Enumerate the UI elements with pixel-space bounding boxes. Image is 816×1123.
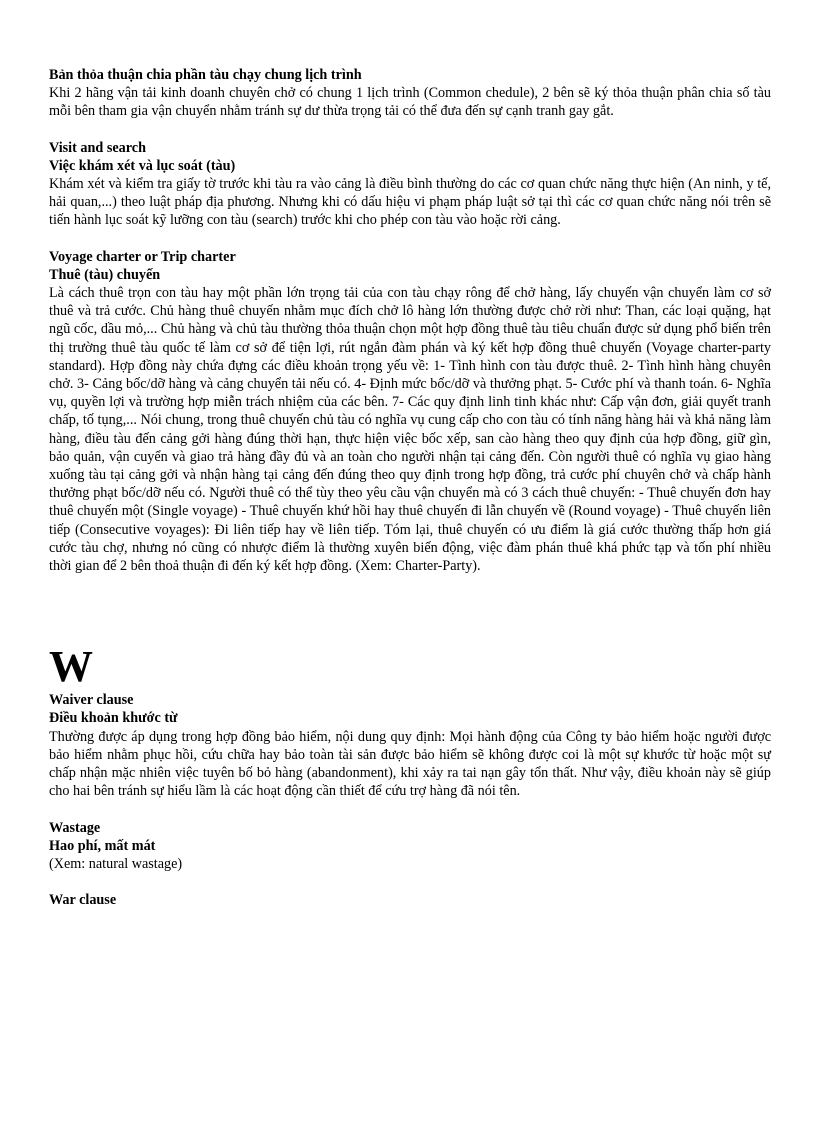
entry-shared-schedule-agreement <box>49 66 771 121</box>
entry-body: (Xem: natural wastage) <box>49 855 183 872</box>
document-page <box>49 66 771 927</box>
entry-war-clause <box>49 891 771 909</box>
entry-term: Wastage <box>49 819 101 836</box>
entry-term: War clause <box>49 892 117 909</box>
entry-term: Visit and search <box>49 139 146 156</box>
entry-body: Là cách thuê trọn con tàu hay một phần lớn trọng tải của con tàu chạy rông để chở hàng, lấy chuyến vận chuyển làm cơ sở thuê và trả cước. Chủ hàng thuê chuyến nhằm mục đích chở lô hàng lớn thường được chở rời như: Than, các loại quặng, hạt ngũ cốc, dầu mỏ,... Chủ hàng và chủ tàu thường thỏa thuận chọn một hợp đồng thuê tàu tiêu chuẩn được sử dụng phổ biến trên thị trường thuê tàu quốc tế làm cơ sở để tiện lợi, rút ngắn đàm phán và ký kết hợp đồng thuê chuyến (Voyage charter-party standard). Hợp đồng này chứa đựng các điều khoản trọng yếu về: 1- Tình hình con tàu được thuê. 2- Tình hình hàng chuyên chở. 3- Cảng bốc/dỡ hàng và cảng chuyển tải nếu có. 4- Định mức bốc/dỡ và thưởng phạt. 5- Cước phí và thanh toán. 6- Nghĩa vụ, quyền lợi và trường hợp miễn trách nhiệm của các bên. 7- Các quy định linh tinh khác như: Cấp vận đơn, giải quyết tranh chấp, tố tụng,... Nói chung, trong thuê chuyến chủ tàu có nghĩa vụ cung cấp cho con tàu có tính năng hàng hải và khả năng làm hàng, điều tàu đến cảng gởi hàng đúng thời hạn, thực hiện việc bốc xếp, san cào hàng theo quy định của hợp đồng, giữ gìn, bảo quản, vận cuyển và giao trả hàng đầy đủ và an toàn cho người nhận tại cảng đến. Còn người thuê có nghĩa vụ giao hàng xuống tàu tại cảng gởi và nhận hàng tại cảng đến đúng theo quy định trong hợp đồng, trả cước phí chuyên chở và chấp hành thưởng phạt bốc/dỡ nếu có. Người thuê có thể tùy theo yêu cầu vận chuyển mà có 3 cách thuê chuyến: - Thuê chuyến đơn hay thuê chuyến một (Single voyage) - Thuê chuyến khứ hồi hay thuê chuyến đi lẫn chuyến về (Round voyage) - Thuê chuyến liên tiếp (Consecutive voyages): Đi liên tiếp hay về liên tiếp. Tóm lại, thuê chuyến có ưu điểm là giá cước thường thấp hơn giá cước tàu chợ, nhưng nó cũng có nhược điểm là thường xuyên biến động, việc đàm phán thuê khá phức tạp và tốn phí nhiều thời gian để 2 bên thoả thuận đi đến ký kết hợp đồng. (Xem: Charter-Party). <box>49 285 771 575</box>
entry-term: Waiver clause <box>49 692 134 709</box>
entry-wastage <box>49 819 771 874</box>
entry-term: Voyage charter or Trip charter <box>49 248 236 265</box>
entry-waiver-clause <box>49 691 771 800</box>
entry-voyage-charter <box>49 248 771 576</box>
entry-body: Khám xét và kiểm tra giấy tờ trước khi tàu ra vào cảng là điều bình thường do các cơ quan chức năng thực hiện (An ninh, y tế, hải quan,...) theo luật pháp địa phương. Nhưng khi có dấu hiệu vi phạm pháp luật sở tại thì các cơ quan chức năng nói trên sẽ tiến hành lục soát kỹ lưỡng con tàu (search) trước khi cho phép con tàu vào hoặc rời cảng. <box>49 176 771 229</box>
entry-body: Thường được áp dụng trong hợp đồng bảo hiểm, nội dung quy định: Mọi hành động của Công ty bảo hiểm hoặc người được bảo hiểm nhằm phục hồi, cứu chữa hay bảo toàn tài sản được bảo hiểm sẽ không được coi là một sự khước từ hoặc một sự chấp nhận mặc nhiên việc tuyên bố bỏ hàng (abandonment), khi xảy ra tai nạn gây tổn thất. Như vậy, điều khoản này sẽ giúp cho hai bên tránh sự hiểu lầm là các hoạt động cần thiết để cứu trợ hàng đã nói tên. <box>49 728 771 800</box>
entry-translation: Hao phí, mất mát <box>49 837 156 854</box>
entry-term: Bản thỏa thuận chia phần tàu chạy chung lịch trình <box>49 67 362 83</box>
entry-body: Khi 2 hãng vận tải kinh doanh chuyên chở có chung 1 lịch trình (Common chedule), 2 bên sẽ ký thỏa thuận phân chia số tàu mỗi bên tham gia vận chuyển nhằm tránh sự dư thừa trọng tải có thể đưa đến sự cạnh tranh gay gắt. <box>49 85 771 120</box>
section-letter-heading: W <box>49 642 93 692</box>
entry-translation: Điều khoản khước từ <box>49 710 178 727</box>
entry-translation: Thuê (tàu) chuyến <box>49 266 161 283</box>
entry-translation: Việc khám xét và lục soát (tàu) <box>49 157 236 174</box>
entry-visit-and-search <box>49 139 771 230</box>
